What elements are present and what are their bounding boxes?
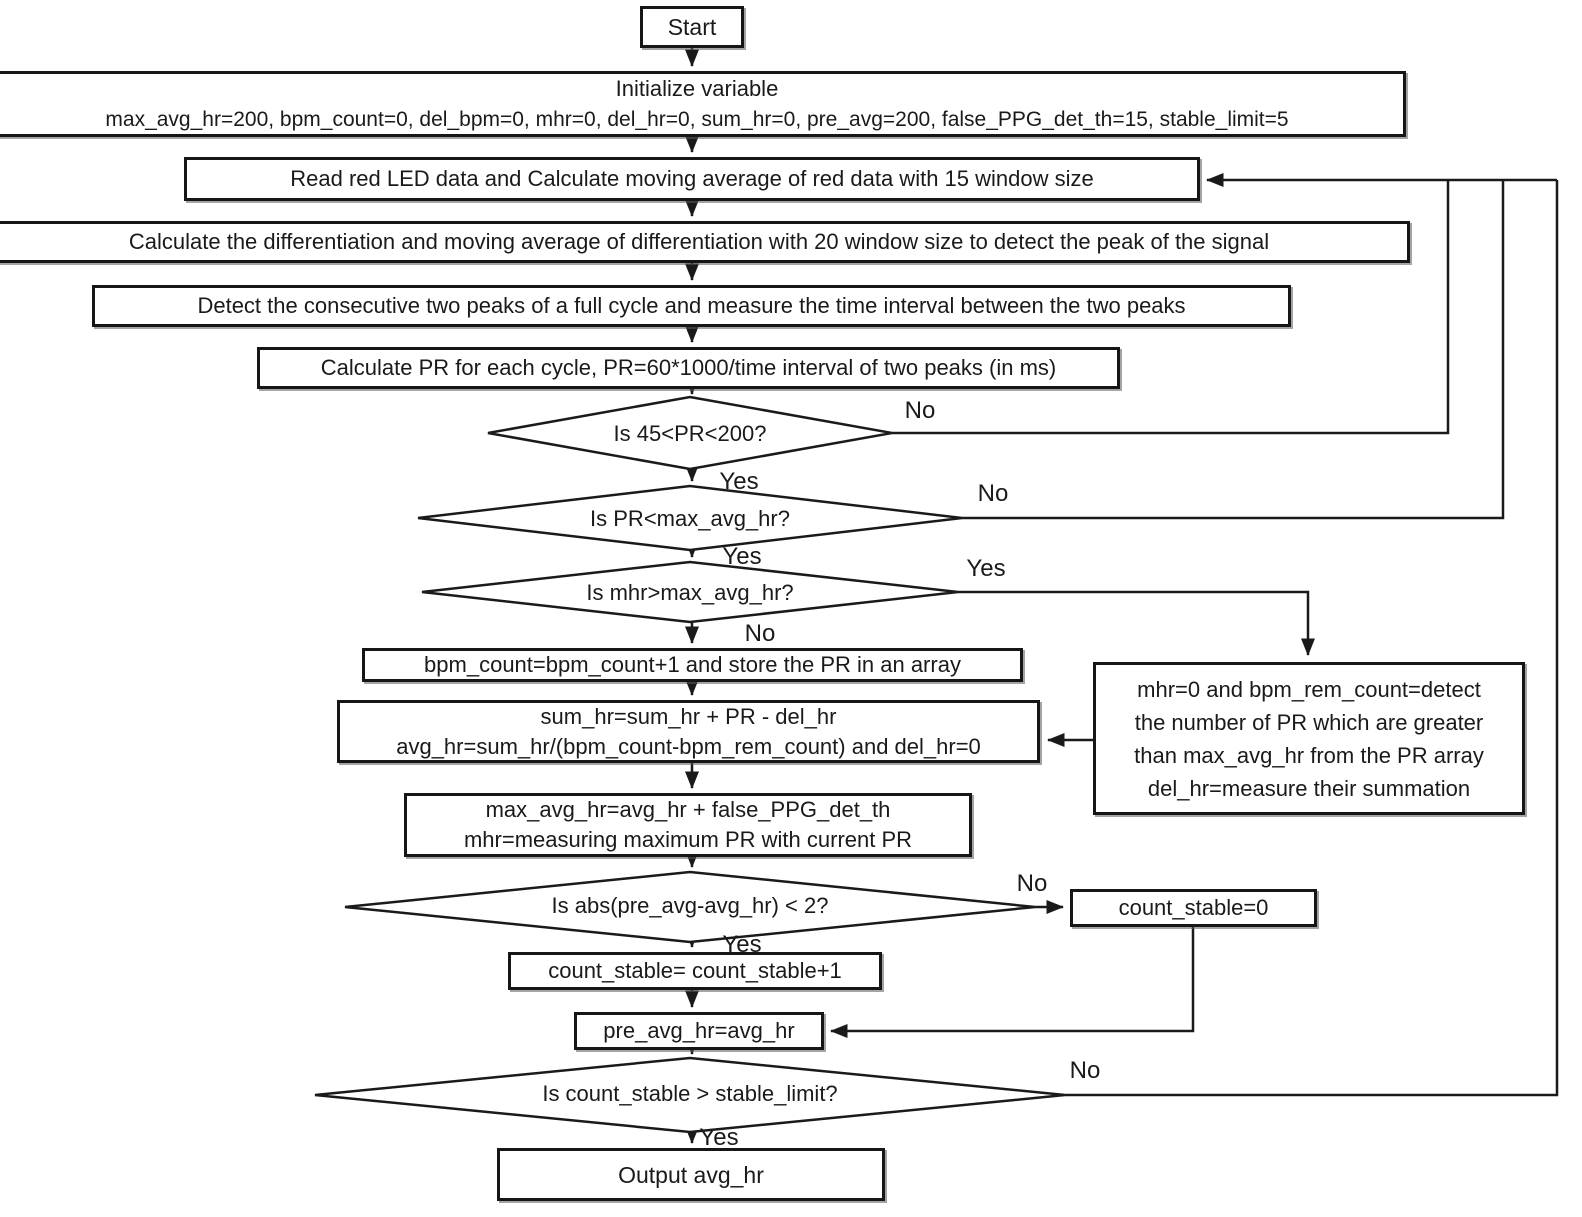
arrow-csreset-preavg — [831, 927, 1193, 1031]
max-avg-node — [404, 793, 972, 857]
edge-label-pr-range-no: No — [904, 397, 936, 424]
detect-peaks-node — [92, 285, 1291, 327]
side-mhr-line1: mhr=0 and bpm_rem_count=detect — [1137, 676, 1481, 702]
edge-label-pr-max-yes: Yes — [722, 543, 762, 570]
edge-label-stable-check-no: No — [1016, 870, 1048, 897]
pre-avg-node — [574, 1012, 824, 1050]
pre-avg-label: pre_avg_hr=avg_hr — [603, 1018, 795, 1043]
arrow-d3-sidebox-yes — [958, 592, 1308, 655]
initialize-title: Initialize variable — [615, 76, 779, 101]
edge-label-stable-limit-no: No — [1069, 1057, 1101, 1084]
decision-mhr-max-label: Is mhr>max_avg_hr? — [586, 580, 794, 605]
count-stable-reset-node — [1070, 889, 1317, 927]
edge-label-pr-max-no: No — [977, 480, 1009, 507]
edge-label-stable-limit-yes: Yes — [699, 1124, 739, 1151]
calc-differentiation-label: Calculate the differentiation and moving average of differentiation with 20 window size to detect the peak of the signal — [128, 229, 1270, 254]
sum-hr-line1: sum_hr=sum_hr + PR - del_hr — [540, 703, 837, 729]
output-node — [497, 1148, 885, 1201]
max-avg-line1: max_avg_hr=avg_hr + false_PPG_det_th — [485, 797, 891, 822]
decision-stable-limit-label: Is count_stable > stable_limit? — [542, 1081, 838, 1106]
detect-peaks-label: Detect the consecutive two peaks of a full cycle and measure the time interval between the two peaks — [197, 293, 1186, 318]
start-node — [640, 6, 744, 48]
edge-label-mhr-max-no: No — [744, 620, 776, 647]
decision-pr-max-label: Is PR<max_avg_hr? — [590, 506, 790, 531]
max-avg-line2: mhr=measuring maximum PR with current PR — [463, 827, 913, 852]
decision-stable-check-label: Is abs(pre_avg-avg_hr) < 2? — [551, 893, 829, 918]
side-mhr-line4: del_hr=measure their summation — [1147, 775, 1471, 801]
calc-differentiation-node — [0, 221, 1410, 263]
count-stable-inc-label: count_stable= count_stable+1 — [548, 958, 842, 983]
side-mhr-line2: the number of PR which are greater — [1134, 709, 1484, 735]
edge-label-mhr-max-yes: Yes — [966, 555, 1006, 582]
sum-hr-node — [337, 700, 1040, 763]
calc-pr-node — [257, 347, 1120, 389]
decision-pr-range-label: Is 45<PR<200? — [613, 421, 767, 446]
side-mhr-node — [1093, 662, 1525, 815]
initialize-values: max_avg_hr=200, bpm_count=0, del_bpm=0, mhr=0, del_hr=0, sum_hr=0, pre_avg=200, false_PPG_det_th=15, stable_limit=5 — [105, 108, 1289, 131]
edge-label-pr-range-yes: Yes — [719, 468, 759, 495]
read-led-node — [184, 157, 1200, 201]
initialize-node — [0, 71, 1406, 137]
start-label: Start — [667, 14, 717, 40]
output-label: Output avg_hr — [618, 1161, 764, 1188]
edge-label-stable-check-yes: Yes — [722, 931, 762, 958]
count-stable-reset-label: count_stable=0 — [1118, 895, 1269, 920]
count-stable-inc-node — [508, 952, 882, 990]
bpm-count-label: bpm_count=bpm_count+1 and store the PR in an array — [424, 652, 961, 677]
side-mhr-line3: than max_avg_hr from the PR array — [1134, 742, 1484, 768]
calc-pr-label: Calculate PR for each cycle, PR=60*1000/time interval of two peaks (in ms) — [320, 355, 1057, 380]
bpm-count-node — [362, 648, 1023, 682]
read-led-label: Read red LED data and Calculate moving average of red data with 15 window size — [290, 166, 1094, 191]
sum-hr-line2: avg_hr=sum_hr/(bpm_count-bpm_rem_count) and del_hr=0 — [396, 733, 981, 759]
